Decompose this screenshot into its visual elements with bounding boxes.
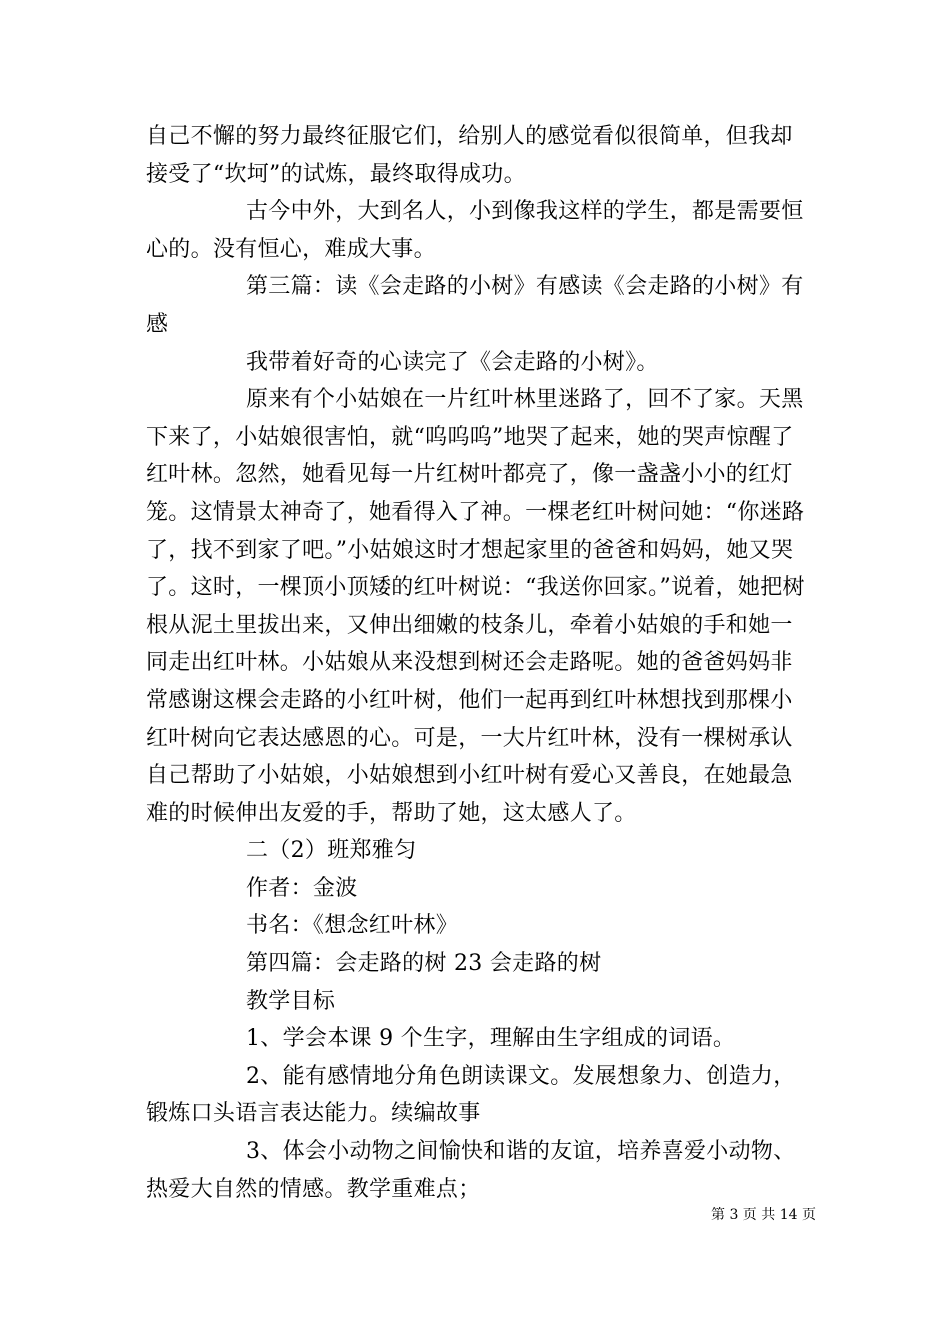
class-name-line: 二（2）班郑雅匀 — [246, 838, 417, 864]
section-heading-3: 第三篇：读《会走路的小树》有感读《会走路的小树》有感 — [146, 274, 804, 337]
paragraph-4: 我带着好奇的心读完了《会走路的小树》。 — [246, 349, 659, 375]
book-title-line: 书名：《想念红叶林》 — [246, 913, 459, 939]
paragraph-5: 原来有个小姑娘在一片红叶林里迷路了，回不了家。天黑下来了，小姑娘很害怕，就“呜呜呜”地哭了起来，她的哭声惊醒了红叶林。忽然，她看见每一片红树叶都亮了，像一盏盏小小的红灯笼。这情景太神奇了，她看得入了神。一棵老红叶树问她：“你迷路了，找不到家了吧。”小姑娘这时才想起家里的爸爸和妈妈，她又哭了。这时，一棵顶小顶矮的红叶树说：“我送你回家。”说着，她把树根从泥土里拔出来，又伸出细嫩的枝条儿，牵着小姑娘的手和她一同走出红叶林。小姑娘从来没想到树还会走路呢。她的爸爸妈妈非常感谢这棵会走路的小红叶树，他们一起再到红叶林想找到那棵小红叶树向它表达感恩的心。可是，一大片红叶林，没有一棵树承认自己帮助了小姑娘，小姑娘想到小红叶树有爱心又善良，在她最急难的时候伸出友爱的手，帮助了她，这太感人了。 — [146, 387, 805, 826]
paragraph-2: 古今中外，大到名人，小到像我这样的学生，都是需要恒心的。没有恒心，难成大事。 — [146, 199, 804, 262]
page-footer: 第 3 页 共 14 页 — [711, 1207, 816, 1223]
goal-item-3: 3、体会小动物之间愉快和谐的友谊，培养喜爱小动物、热爱大自然的情感。教学重难点； — [146, 1139, 796, 1202]
paragraph-1: 自己不懈的努力最终征服它们，给别人的感觉看似很简单，但我却接受了“坎坷”的试炼，最终取得成功。 — [146, 124, 793, 187]
teaching-goals-heading: 教学目标 — [246, 988, 336, 1014]
section-heading-4: 第四篇：会走路的树 23 会走路的树 — [246, 951, 602, 977]
goal-item-2: 2、能有感情地分角色朗读课文。发展想象力、创造力，锻炼口头语言表达能力。续编故事 — [146, 1063, 796, 1127]
author-line: 作者：金波 — [246, 875, 358, 901]
document-body — [146, 118, 806, 1208]
goal-item-1: 1、学会本课 9 个生字，理解由生字组成的词语。 — [246, 1026, 736, 1052]
